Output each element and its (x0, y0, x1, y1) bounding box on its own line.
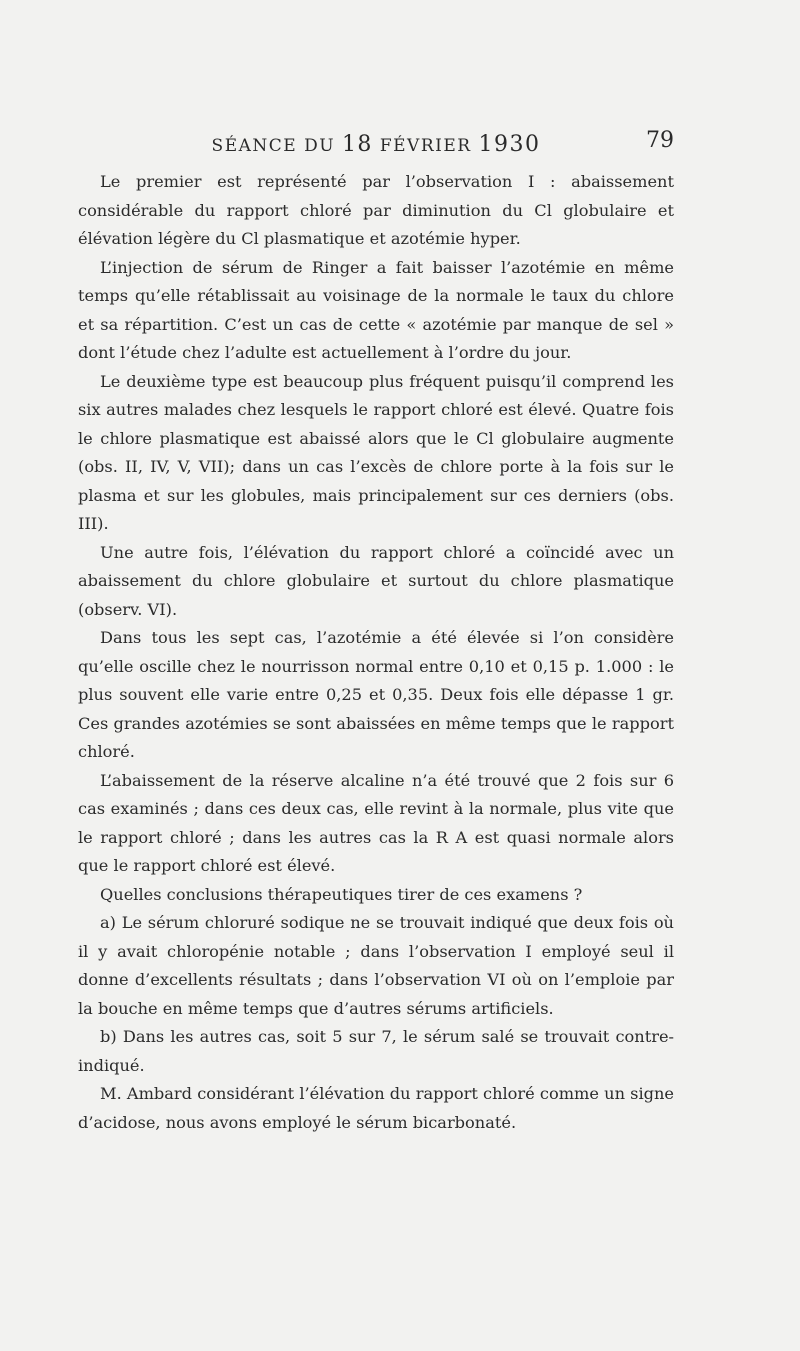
running-head (78, 132, 674, 157)
paragraph-ringer-injection: L’injection de sérum de Ringer a fait baisser l’azotémie en même temps qu’elle rétablissait au voisinage de la normale le taux du chlore et sa répartition. C’est un cas de cette « azotémie par manque de sel » dont l’étude chez l’adulte est actuellement à l’ordre du jour. (78, 257, 674, 362)
paragraph-conclusion-a: a) Le sérum chloruré sodique ne se trouvait indiqué que deux fois où il y avait chloropénie notable ; dans l’observation I employé seul il donne d’excellents résultats ; dans l’observation VI où on l’emploie par la bouche en même temps que d’autres sérums artificiels. (78, 913, 674, 1018)
paragraph-second-type: Le deuxième type est beaucoup plus fréquent puisqu’il comprend les six autres malades chez lesquels le rapport chloré est élevé. Quatre fois le chlore plasmatique est abaissé alors que le Cl globulaire augmente (obs. II, IV, V, VII); dans un cas l’excès de chlore porte à la fois sur le plasma et sur les globules, mais principalement sur ces derniers (obs. III). (78, 371, 674, 533)
page-header (78, 128, 674, 158)
body-text (78, 168, 674, 1137)
running-head-day: 18 (341, 132, 373, 157)
paragraph-azotemia: Dans tous les sept cas, l’azotémie a été élevée si l’on considère qu’elle oscille chez le nourrisson normal entre 0,10 et 0,15 p. 1.000 : le plus souvent elle varie entre 0,25 et 0,35. Deux fois elle dépasse 1 gr. Ces grandes azotémies se sont abaissées en même temps que le rapport chloré. (78, 628, 674, 761)
paragraph-ambard: M. Ambard considérant l’élévation du rapport chloré comme un signe d’acidose, nous avons employé le sérum bicarbonaté. (78, 1084, 674, 1132)
paragraph-first-type: Le premier est représenté par l’observation I : abaissement considérable du rapport chloré par diminution du Cl globulaire et élévation légère du Cl plasmatique et azotémie hyper. (78, 172, 674, 248)
running-head-year: 1930 (478, 132, 541, 157)
paragraph-question: Quelles conclusions thérapeutiques tirer de ces examens ? (100, 884, 583, 904)
running-head-prefix: SÉANCE DU (211, 136, 342, 156)
paragraph-another-case: Une autre fois, l’élévation du rapport chloré a coïncidé avec un abaissement du chlore globulaire et surtout du chlore plasmatique (observ. VI). (78, 542, 674, 619)
paragraph-alkaline-reserve: L’abaissement de la réserve alcaline n’a été trouvé que 2 fois sur 6 cas examinés ; dans ces deux cas, elle revint à la normale, plus vite que le rapport chloré ; dans les autres cas la R A est quasi normale alors que le rapport chloré est élevé. (78, 770, 674, 875)
running-head-month: FÉVRIER (372, 136, 479, 156)
page-number: 79 (646, 128, 674, 153)
paragraph-conclusion-b: b) Dans les autres cas, soit 5 sur 7, le sérum salé se trouvait contre-indiqué. (78, 1027, 674, 1075)
